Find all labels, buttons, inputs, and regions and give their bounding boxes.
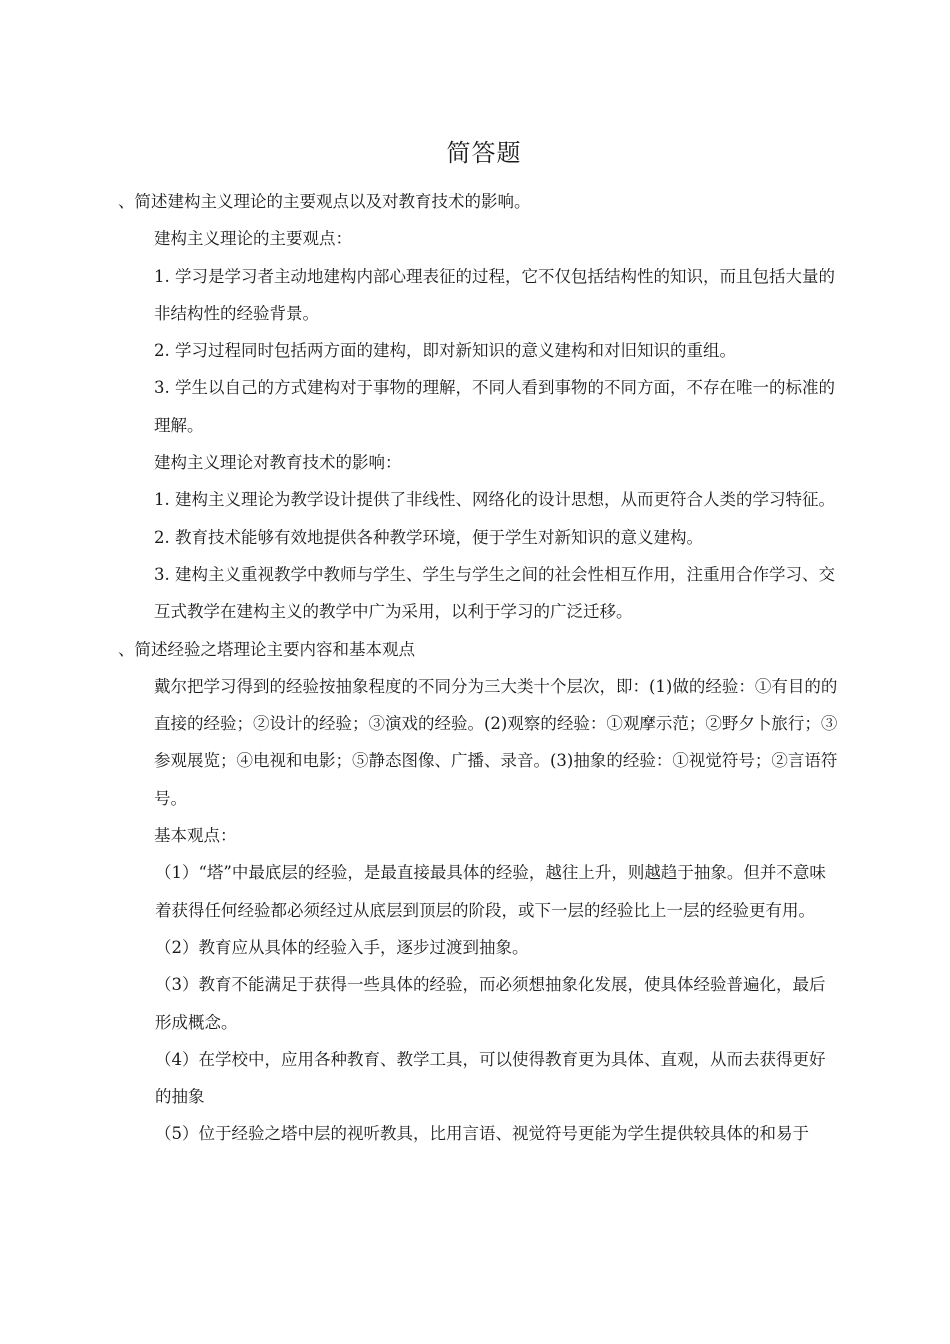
paragraph: （3）教育不能满足于获得一些具体的经验，而必须想抽象化发展，使具体经验普遍化，最后形成概念。 bbox=[155, 975, 826, 1032]
paragraph: 戴尔把学习得到的经验按抽象程度的不同分为三大类十个层次，即：(1)做的经验：①有目的的直接的经验；②设计的经验；③演戏的经验。(2)观察的经验：①观摩示范；②野夕卜旅行；③参观展览；④电视和电影；⑤静态图像、广播、录音。(3)抽象的经验：①视觉符号；②言语符号。 bbox=[154, 676, 838, 808]
paragraph: 2. 学习过程同时包括两方面的建构，即对新知识的意义建构和对旧知识的重组。 bbox=[154, 341, 736, 361]
paragraph: （5）位于经验之塔中层的视听教具，比用言语、视觉符号更能为学生提供较具体的和易于 bbox=[155, 1124, 809, 1144]
paragraph: 1. 学习是学习者主动地建构内部心理表征的过程，它不仅包括结构性的知识，而且包括大量的非结构性的经验背景。 bbox=[154, 266, 835, 323]
paragraph: 3. 建构主义重视教学中教师与学生、学生与学生之间的社会性相互作用，注重用合作学习、交互式教学在建构主义的教学中广为采用，以利于学习的广泛迁移。 bbox=[154, 564, 835, 622]
question-1: 、简述建构主义理论的主要观点以及对教育技术的影响。 bbox=[118, 192, 531, 211]
paragraph: 基本观点： bbox=[154, 826, 237, 846]
paragraph: （1）“塔”中最底层的经验，是最直接最具体的经验，越往上升，则越趋于抽象。但并不意味着获得任何经验都必须经过从底层到顶层的阶段，或下一层的经验比上一层的经验更有用。 bbox=[155, 863, 826, 920]
paragraph: （2）教育应从具体的经验入手，逐步过渡到抽象。 bbox=[155, 937, 529, 957]
page-title: 简答题 bbox=[446, 139, 522, 167]
paragraph: 1. 建构主义理论为教学设计提供了非线性、网络化的设计思想，从而更符合人类的学习特征。 bbox=[154, 490, 835, 510]
question-2: 、简述经验之塔理论主要内容和基本观点 bbox=[118, 639, 415, 659]
paragraph: 建构主义理论的主要观点： bbox=[154, 229, 352, 249]
document-body bbox=[118, 183, 838, 1153]
paragraph: 3. 学生以自己的方式建构对于事物的理解，不同人看到事物的不同方面，不存在唯一的标准的理解。 bbox=[154, 378, 835, 435]
paragraph: 2. 教育技术能够有效地提供各种教学环境，便于学生对新知识的意义建构。 bbox=[154, 527, 703, 547]
paragraph: （4）在学校中，应用各种教育、教学工具，可以使得教育更为具体、直观，从而去获得更好的抽象 bbox=[155, 1049, 826, 1107]
paragraph: 建构主义理论对教育技术的影响： bbox=[154, 453, 402, 473]
